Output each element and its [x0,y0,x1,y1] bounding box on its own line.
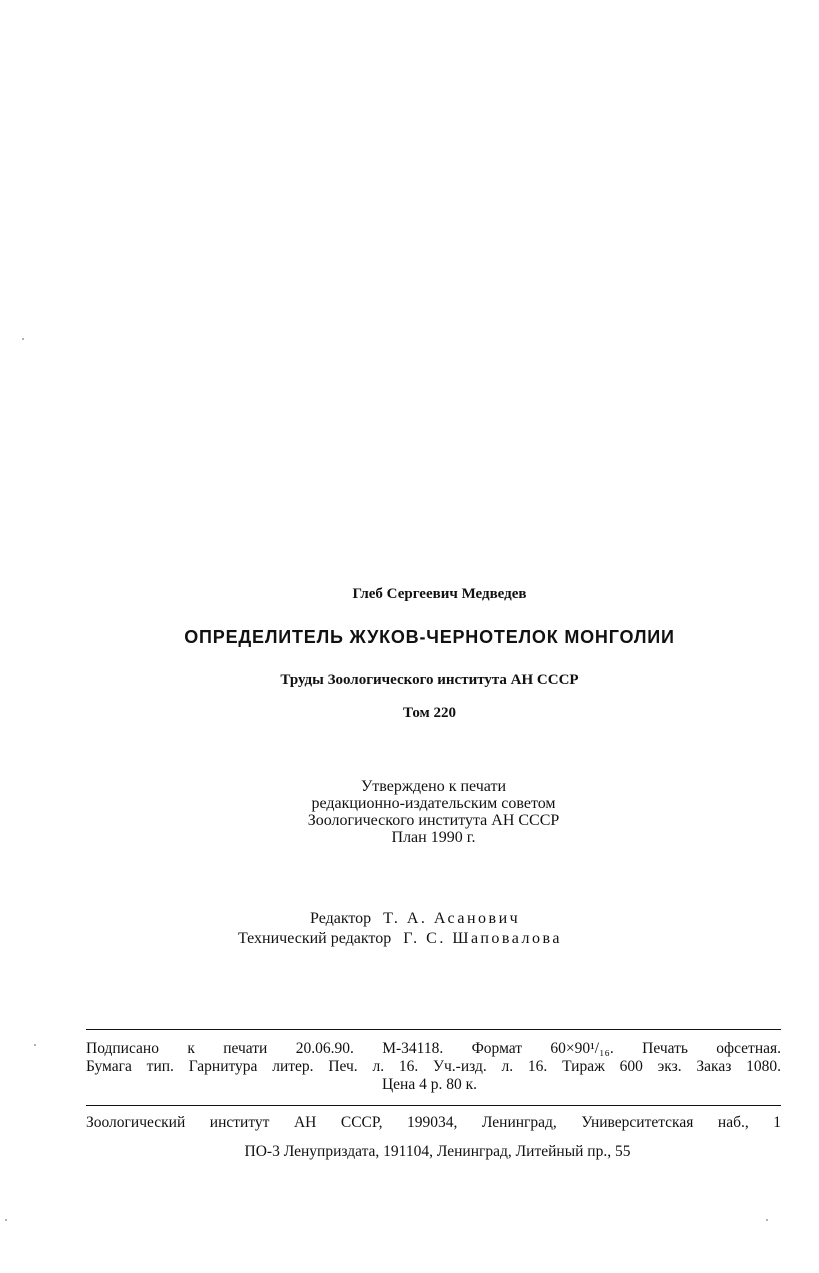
approval-line: Зоологического института АН СССР [307,812,560,829]
scan-speck [766,1219,768,1221]
approval-block [0,778,819,846]
editor-label: Редактор [310,910,372,927]
series-title: Труды Зоологического института АН СССР [280,672,579,688]
publisher-address: Зоологический институт АН СССР, 199034, Ленинград, Университетская наб., 1 [86,1114,781,1131]
divider-rule [86,1105,781,1106]
tech-editor-label: Технический редактор [238,930,392,947]
scan-speck [34,1044,36,1046]
scan-speck [22,338,24,340]
imprint-block [86,1040,781,1094]
approval-line: Утверждено к печати [360,778,507,795]
divider-rule [86,1029,781,1030]
plan-year: План 1990 г. [391,829,476,846]
imprint-line: Подписано к печати 20.06.90. М-34118. Формат 60×90¹/₁₆. Печать офсетная. [86,1040,781,1057]
scan-speck [5,1219,7,1221]
volume-number: Том 220 [402,705,456,721]
tech-editor-row [238,929,562,949]
book-title: ОПРЕДЕЛИТЕЛЬ ЖУКОВ-ЧЕРНОТЕЛОК МОНГОЛИИ [184,627,675,647]
editor-row [310,909,520,929]
editor-name: Т. А. Асанович [383,910,521,927]
price: Цена 4 р. 80 к. [381,1076,478,1093]
imprint-line: Бумага тип. Гарнитура литер. Печ. л. 16. Уч.-изд. л. 16. Тираж 600 экз. Заказ 1080. [86,1058,781,1075]
printer-address: ПО-3 Ленуприздата, 191104, Ленинград, Литейный пр., 55 [244,1143,631,1160]
author-name: Глеб Сергеевич Медведев [352,586,527,602]
approval-line: редакционно-издательским советом [311,795,556,812]
tech-editor-name: Г. С. Шаповалова [403,930,562,947]
